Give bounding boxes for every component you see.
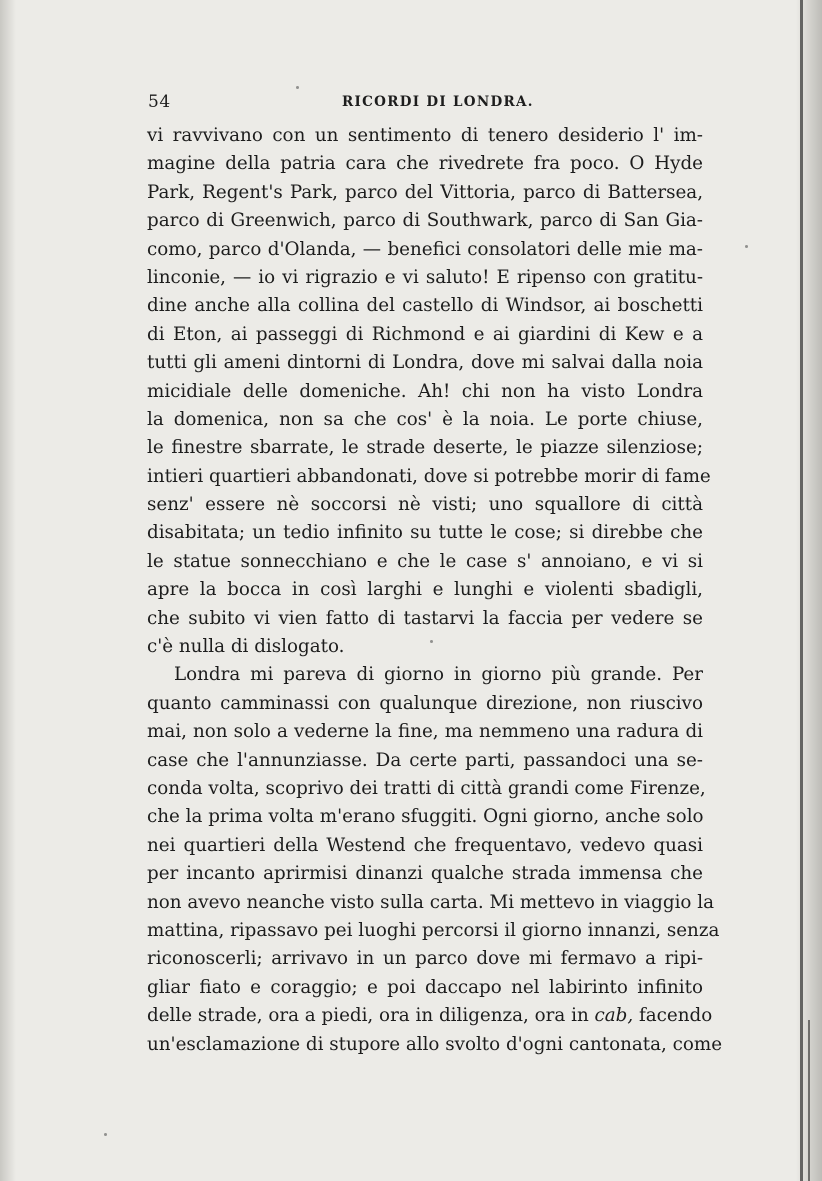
text-line: le finestre sbarrate, le strade deserte, le piazze silenziose; bbox=[147, 437, 703, 459]
text-line: disabitata; un tedio infinito su tutte le cose; si direbbe che bbox=[147, 522, 703, 544]
text-line-head: delle strade, ora a piedi, ora in diligenza, ora in bbox=[147, 1005, 589, 1027]
text-line: Park, Regent's Park, parco del Vittoria, parco di Battersea, bbox=[147, 181, 703, 203]
text-line: gliar fiato e coraggio; e poi daccapo nel labirinto infinito bbox=[147, 976, 703, 998]
page-binding-edge bbox=[800, 0, 803, 1181]
page-number: 54 bbox=[148, 92, 171, 112]
text-line-with-italic bbox=[147, 1002, 713, 1030]
paragraph-end-line: c'è nulla di dislogato. bbox=[147, 636, 345, 658]
scan-edge-left bbox=[0, 0, 16, 1181]
text-line: per incanto aprirmisi dinanzi qualche strada immensa che bbox=[147, 863, 703, 885]
text-line: como, parco d'Olanda, — benefici consolatori delle mie ma- bbox=[147, 238, 703, 260]
text-line: non avevo neanche visto sulla carta. Mi mettevo in viaggio la bbox=[147, 891, 714, 913]
body-text bbox=[147, 122, 723, 1059]
text-line: mattina, ripassavo pei luoghi percorsi il giorno innanzi, senza bbox=[147, 919, 720, 941]
page-binding-edge-secondary bbox=[808, 1020, 810, 1181]
text-line: linconie, — io vi rigrazio e vi saluto! E ripenso con gratitu- bbox=[147, 266, 703, 288]
text-line: la domenica, non sa che cos' è la noia. Le porte chiuse, bbox=[147, 408, 703, 430]
running-head: RICORDI DI LONDRA. bbox=[342, 94, 534, 110]
text-line-tail: facendo bbox=[639, 1005, 713, 1027]
text-line: quanto camminassi con qualunque direzione, non riuscivo bbox=[147, 692, 703, 714]
text-line: tutti gli ameni dintorni di Londra, dove mi salvai dalla noia bbox=[147, 352, 703, 374]
text-line: apre la bocca in così larghi e lunghi e violenti sbadigli, bbox=[147, 579, 703, 601]
text-line: vi ravvivano con un sentimento di tenero desiderio l' im- bbox=[147, 125, 703, 146]
text-line: micidiale delle domeniche. Ah! chi non ha visto Londra bbox=[147, 380, 703, 402]
text-line: case che l'annunziasse. Da certe parti, passandoci una se- bbox=[147, 749, 703, 771]
scan-speck bbox=[296, 86, 299, 89]
text-line: conda volta, scoprivo dei tratti di città grandi come Firenze, bbox=[147, 777, 706, 799]
text-line: mai, non solo a vederne la fine, ma nemmeno una radura di bbox=[147, 721, 703, 743]
text-line: un'esclamazione di stupore allo svolto d'ogni cantonata, come bbox=[147, 1033, 723, 1055]
text-line: dine anche alla collina del castello di Windsor, ai boschetti bbox=[147, 295, 703, 317]
text-line: che subito vi vien fatto di tastarvi la faccia per vedere se bbox=[147, 607, 703, 629]
text-line: di Eton, ai passeggi di Richmond e ai giardini di Kew e a bbox=[147, 323, 703, 345]
page-header bbox=[148, 92, 708, 116]
text-line: magine della patria cara che rivedrete fra poco. O Hyde bbox=[147, 153, 703, 175]
text-line: riconoscerli; arrivavo in un parco dove mi fermavo a ripi- bbox=[147, 948, 703, 970]
text-line: le statue sonnecchiano e che le case s' annoiano, e vi si bbox=[147, 550, 703, 572]
paragraph-start-line: Londra mi pareva di giorno in giorno più grande. Per bbox=[174, 664, 703, 686]
text-line: nei quartieri della Westend che frequentavo, vedevo quasi bbox=[147, 834, 703, 856]
italic-word: cab, bbox=[594, 1005, 634, 1027]
text-line: senz' essere nè soccorsi nè visti; uno squallore di città bbox=[147, 494, 703, 516]
text-line: parco di Greenwich, parco di Southwark, parco di San Gia- bbox=[147, 210, 703, 232]
scan-speck bbox=[745, 245, 748, 248]
text-line: che la prima volta m'erano sfuggiti. Ogni giorno, anche solo bbox=[147, 806, 704, 828]
scan-speck bbox=[104, 1133, 107, 1136]
text-line: intieri quartieri abbandonati, dove si potrebbe morir di fame bbox=[147, 465, 711, 487]
scan-speck bbox=[430, 640, 433, 643]
